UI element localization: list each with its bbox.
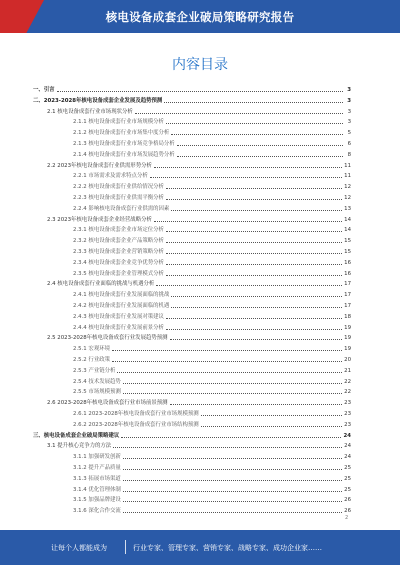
toc-leader-dots: [57, 91, 343, 92]
toc-entry[interactable]: [33, 127, 351, 136]
toc-page-number: 15: [344, 238, 351, 245]
toc-entry-title: 2.2.1 市场需求及需求特点分析: [73, 173, 148, 180]
toc-leader-dots: [117, 372, 342, 373]
toc-entry[interactable]: [33, 235, 351, 244]
toc-page-number: 14: [344, 216, 351, 223]
toc-leader-dots: [166, 253, 342, 254]
toc-leader-dots: [112, 350, 342, 351]
toc-leader-dots: [166, 329, 342, 330]
toc-leader-dots: [112, 361, 342, 362]
toc-leader-dots: [166, 123, 343, 124]
toc-leader-dots: [123, 469, 342, 470]
toc-entry[interactable]: [33, 257, 351, 266]
toc-page-number: 24: [344, 454, 351, 461]
toc-leader-dots: [201, 415, 342, 416]
toc-entry[interactable]: [33, 311, 351, 320]
toc-entry-title: 2.6.2 2023-2028年核电设备成套行业市场结构预测: [73, 421, 199, 428]
toc-leader-dots: [113, 447, 342, 448]
toc-entry[interactable]: [33, 505, 351, 514]
toc-entry[interactable]: [33, 192, 351, 201]
toc-leader-dots: [166, 199, 342, 200]
toc-leader-dots: [123, 458, 342, 459]
toc-entry-title: 2.4.1 核电设备成套行业发展面临的挑战: [73, 292, 170, 299]
page-marker: 2: [345, 515, 349, 521]
toc-entry-title: 2.3.4 核电设备成套企业竞争优势分析: [73, 259, 164, 266]
toc-entry[interactable]: [33, 397, 351, 406]
footer-slogan: 让每个人都能成为: [51, 544, 107, 552]
toc-entry[interactable]: [33, 95, 351, 104]
toc-leader-dots: [123, 393, 342, 394]
toc-entry-title: 3.1.1 加强研发创新: [73, 454, 121, 461]
toc-entry[interactable]: [33, 430, 351, 439]
toc-entry[interactable]: [33, 84, 351, 93]
toc-page-number: 21: [344, 367, 351, 374]
toc-entry[interactable]: [33, 343, 351, 352]
toc-leader-dots: [177, 145, 343, 146]
toc-page-number: 22: [344, 389, 351, 396]
toc-entry-title: 2.4.3 核电设备成套行业发展对策建议: [73, 313, 164, 320]
toc-leader-dots: [166, 231, 342, 232]
toc-leader-dots: [123, 480, 342, 481]
toc-entry-title: 2.5.2 行业政策: [73, 357, 110, 363]
toc-leader-dots: [166, 242, 342, 243]
toc-leader-dots: [171, 210, 342, 211]
toc-entry[interactable]: [33, 494, 351, 503]
toc-leader-dots: [170, 404, 343, 405]
toc-entry-title: 2.3.5 核电设备成套企业管理模式分析: [73, 270, 164, 277]
toc-page-number: 25: [344, 475, 351, 482]
toc-page-number: 23: [344, 411, 351, 417]
toc-entry[interactable]: [33, 354, 351, 363]
toc-leader-dots: [170, 339, 343, 340]
toc-page-number: 24: [343, 432, 351, 439]
toc-entry[interactable]: [33, 116, 351, 125]
toc-entry[interactable]: [33, 376, 351, 385]
toc-leader-dots: [177, 156, 343, 157]
toc-entry-title: 3.1.3 拓展市场渠道: [73, 475, 121, 482]
toc-page-number: 25: [344, 465, 351, 471]
toc-entry[interactable]: [33, 462, 351, 471]
toc-entry[interactable]: [33, 332, 351, 341]
toc-entry-title: 2.3.1 核电设备成套企业市场定位分析: [73, 227, 164, 234]
toc-entry[interactable]: [33, 386, 351, 395]
toc-entry[interactable]: [33, 246, 351, 255]
toc-page-number: 12: [344, 195, 351, 201]
toc-page-number: 23: [344, 421, 351, 428]
footer-tagline: 行业专家、管理专家、营销专家、战略专家、成功企业家……: [133, 544, 322, 552]
toc-entry-title: 2.3.3 核电设备成套企业营销策略分析: [73, 249, 164, 255]
toc-entry-title: 2.5.1 宏观环境: [73, 346, 110, 353]
toc-page-number: 16: [344, 259, 351, 266]
toc-leader-dots: [166, 275, 342, 276]
toc-leader-dots: [123, 491, 342, 492]
toc-leader-dots: [154, 221, 342, 222]
toc-page-number: 13: [344, 205, 351, 212]
toc-page-number: 26: [344, 497, 351, 504]
toc-leader-dots: [123, 512, 342, 513]
toc-entry[interactable]: [33, 451, 351, 460]
toc-leader-dots: [154, 167, 342, 168]
toc-entry[interactable]: [33, 278, 351, 287]
toc-entry[interactable]: [33, 322, 351, 331]
toc-entry[interactable]: [33, 473, 351, 482]
toc-entry[interactable]: [33, 289, 351, 298]
toc-entry[interactable]: [33, 408, 351, 417]
toc-entry-title: 2.5.4 技术发展趋势: [73, 378, 121, 385]
toc-page-number: 25: [344, 486, 351, 493]
toc-entry-title: 2.1 核电设备成套行业市场现状分析: [47, 108, 133, 115]
toc-page-number: 12: [344, 184, 351, 191]
toc-entry-title: 2.2.4 影响核电设备成套行业供需的因素: [73, 205, 170, 212]
toc-entry-title: 2.6.1 2023-2028年核电设备成套行业市场规模预测: [73, 411, 199, 417]
footer-divider: [125, 540, 126, 554]
toc-leader-dots: [164, 102, 343, 103]
toc-entry-title: 二、2023-2028年核电设备成套企业发展及趋势预测: [33, 97, 163, 104]
footer-bar: [0, 530, 400, 565]
toc-entry[interactable]: [33, 484, 351, 493]
toc-page-number: 14: [344, 227, 351, 234]
toc-page-number: 19: [344, 335, 351, 342]
toc-leader-dots: [166, 318, 342, 319]
toc-entry-title: 2.3 2023年核电设备成套企业经营战略分析: [47, 216, 152, 223]
page-title: 核电设备成套企业破局策略研究报告: [105, 10, 295, 24]
toc-entry-title: 2.1.2 核电设备成套行业市场集中度分析: [73, 130, 170, 137]
toc-entry-title: 2.2.3 核电设备成套行业供需平衡分析: [73, 195, 164, 201]
toc-page-number: 17: [344, 281, 351, 288]
toc-page-number: 26: [344, 508, 351, 515]
toc-leader-dots: [121, 437, 341, 438]
toc-page-number: 11: [344, 173, 351, 180]
toc-page-number: 17: [344, 303, 351, 309]
toc-entry[interactable]: [33, 224, 351, 233]
toc-page-number: 15: [344, 249, 351, 255]
toc-entry[interactable]: [33, 440, 351, 449]
toc-leader-dots: [171, 296, 342, 297]
toc-leader-dots: [166, 264, 342, 265]
toc-page-number: 17: [344, 292, 351, 299]
toc-leader-dots: [166, 188, 342, 189]
toc-entry[interactable]: [33, 149, 351, 158]
toc-leader-dots: [201, 426, 342, 427]
toc-entry-title: 3.1.4 优化管理体制: [73, 486, 121, 493]
toc-entry-title: 3.1.6 深化合作交流: [73, 508, 121, 515]
header-bar: [0, 0, 400, 33]
toc-entry[interactable]: [33, 268, 351, 277]
toc-page-number: 3: [347, 87, 351, 93]
toc-entry-title: 2.1.3 核电设备成套行业市场竞争格局分析: [73, 141, 175, 147]
toc-page-number: 3: [347, 97, 351, 104]
toc-page-number: 16: [344, 270, 351, 277]
toc-page-number: 20: [344, 357, 351, 363]
toc-entry-title: 三、核电设备成套企业破局策略建议: [33, 432, 120, 439]
toc-title: 内容目录: [172, 57, 228, 73]
toc-page-number: 3: [347, 108, 351, 115]
toc-entry-title: 2.4 核电设备成套行业面临的挑战与机遇分析: [47, 281, 155, 288]
toc-entry[interactable]: [33, 214, 351, 223]
toc-entry-title: 2.6 2023-2028年核电设备成套行业市场前景预测: [47, 400, 168, 407]
toc-page-number: 24: [344, 443, 351, 450]
toc-leader-dots: [156, 285, 342, 286]
toc-entry[interactable]: [33, 203, 351, 212]
toc-page-number: 23: [344, 400, 351, 407]
toc-entry-title: 2.5.5 市场规模预测: [73, 389, 121, 396]
toc-leader-dots: [135, 113, 343, 114]
toc-leader-dots: [123, 501, 342, 502]
toc-page-number: 18: [344, 313, 351, 320]
toc-page-number: 19: [344, 346, 351, 353]
toc-entry[interactable]: [33, 170, 351, 179]
toc-entry-title: 3.1.5 加强品牌建设: [73, 497, 121, 504]
toc-entry[interactable]: [33, 300, 351, 309]
toc-entry-title: 2.5.3 产业链分析: [73, 367, 116, 374]
toc-entry[interactable]: [33, 365, 351, 374]
toc-page-number: 11: [344, 162, 351, 169]
toc-entry-title: 2.2 2023年核电设备成套行业供需形势分析: [47, 162, 152, 169]
toc-entry-title: 2.4.2 核电设备成套行业发展面临的机遇: [73, 303, 170, 309]
toc-leader-dots: [123, 383, 342, 384]
toc-entry-title: 2.4.4 核电设备成套行业发展前景分析: [73, 324, 164, 331]
toc-leader-dots: [171, 307, 342, 308]
toc-entry-title: 2.5 2023-2028年核电设备成套行业发展趋势预测: [47, 335, 168, 342]
toc-page-number: 6: [347, 141, 351, 147]
toc-entry-title: 2.1.1 核电设备成套行业市场规模分析: [73, 119, 164, 126]
toc-page-number: 19: [344, 324, 351, 331]
toc-entry-title: 2.2.2 核电设备成套行业供给情况分析: [73, 184, 164, 191]
toc-page-number: 3: [347, 119, 351, 126]
toc-entry-title: 一、引言: [33, 87, 55, 93]
toc-entry-title: 3.1.2 提升产品质量: [73, 465, 121, 471]
toc-page-number: 8: [347, 151, 351, 158]
toc-entry[interactable]: [33, 106, 351, 115]
toc-entry[interactable]: [33, 138, 351, 147]
toc-entry[interactable]: [33, 160, 351, 169]
toc-leader-dots: [171, 134, 343, 135]
toc-entry-title: 2.3.2 核电设备成套企业产品策略分析: [73, 238, 164, 245]
toc-leader-dots: [150, 177, 342, 178]
toc-page-number: 22: [344, 378, 351, 385]
toc-entry[interactable]: [33, 419, 351, 428]
toc-entry-title: 3.1 提升核心竞争力的方法: [47, 443, 112, 450]
toc-entry[interactable]: [33, 181, 351, 190]
toc-entry-title: 2.1.4 核电设备成套行业市场发展趋势分析: [73, 151, 175, 158]
toc-page-number: 5: [347, 130, 351, 137]
